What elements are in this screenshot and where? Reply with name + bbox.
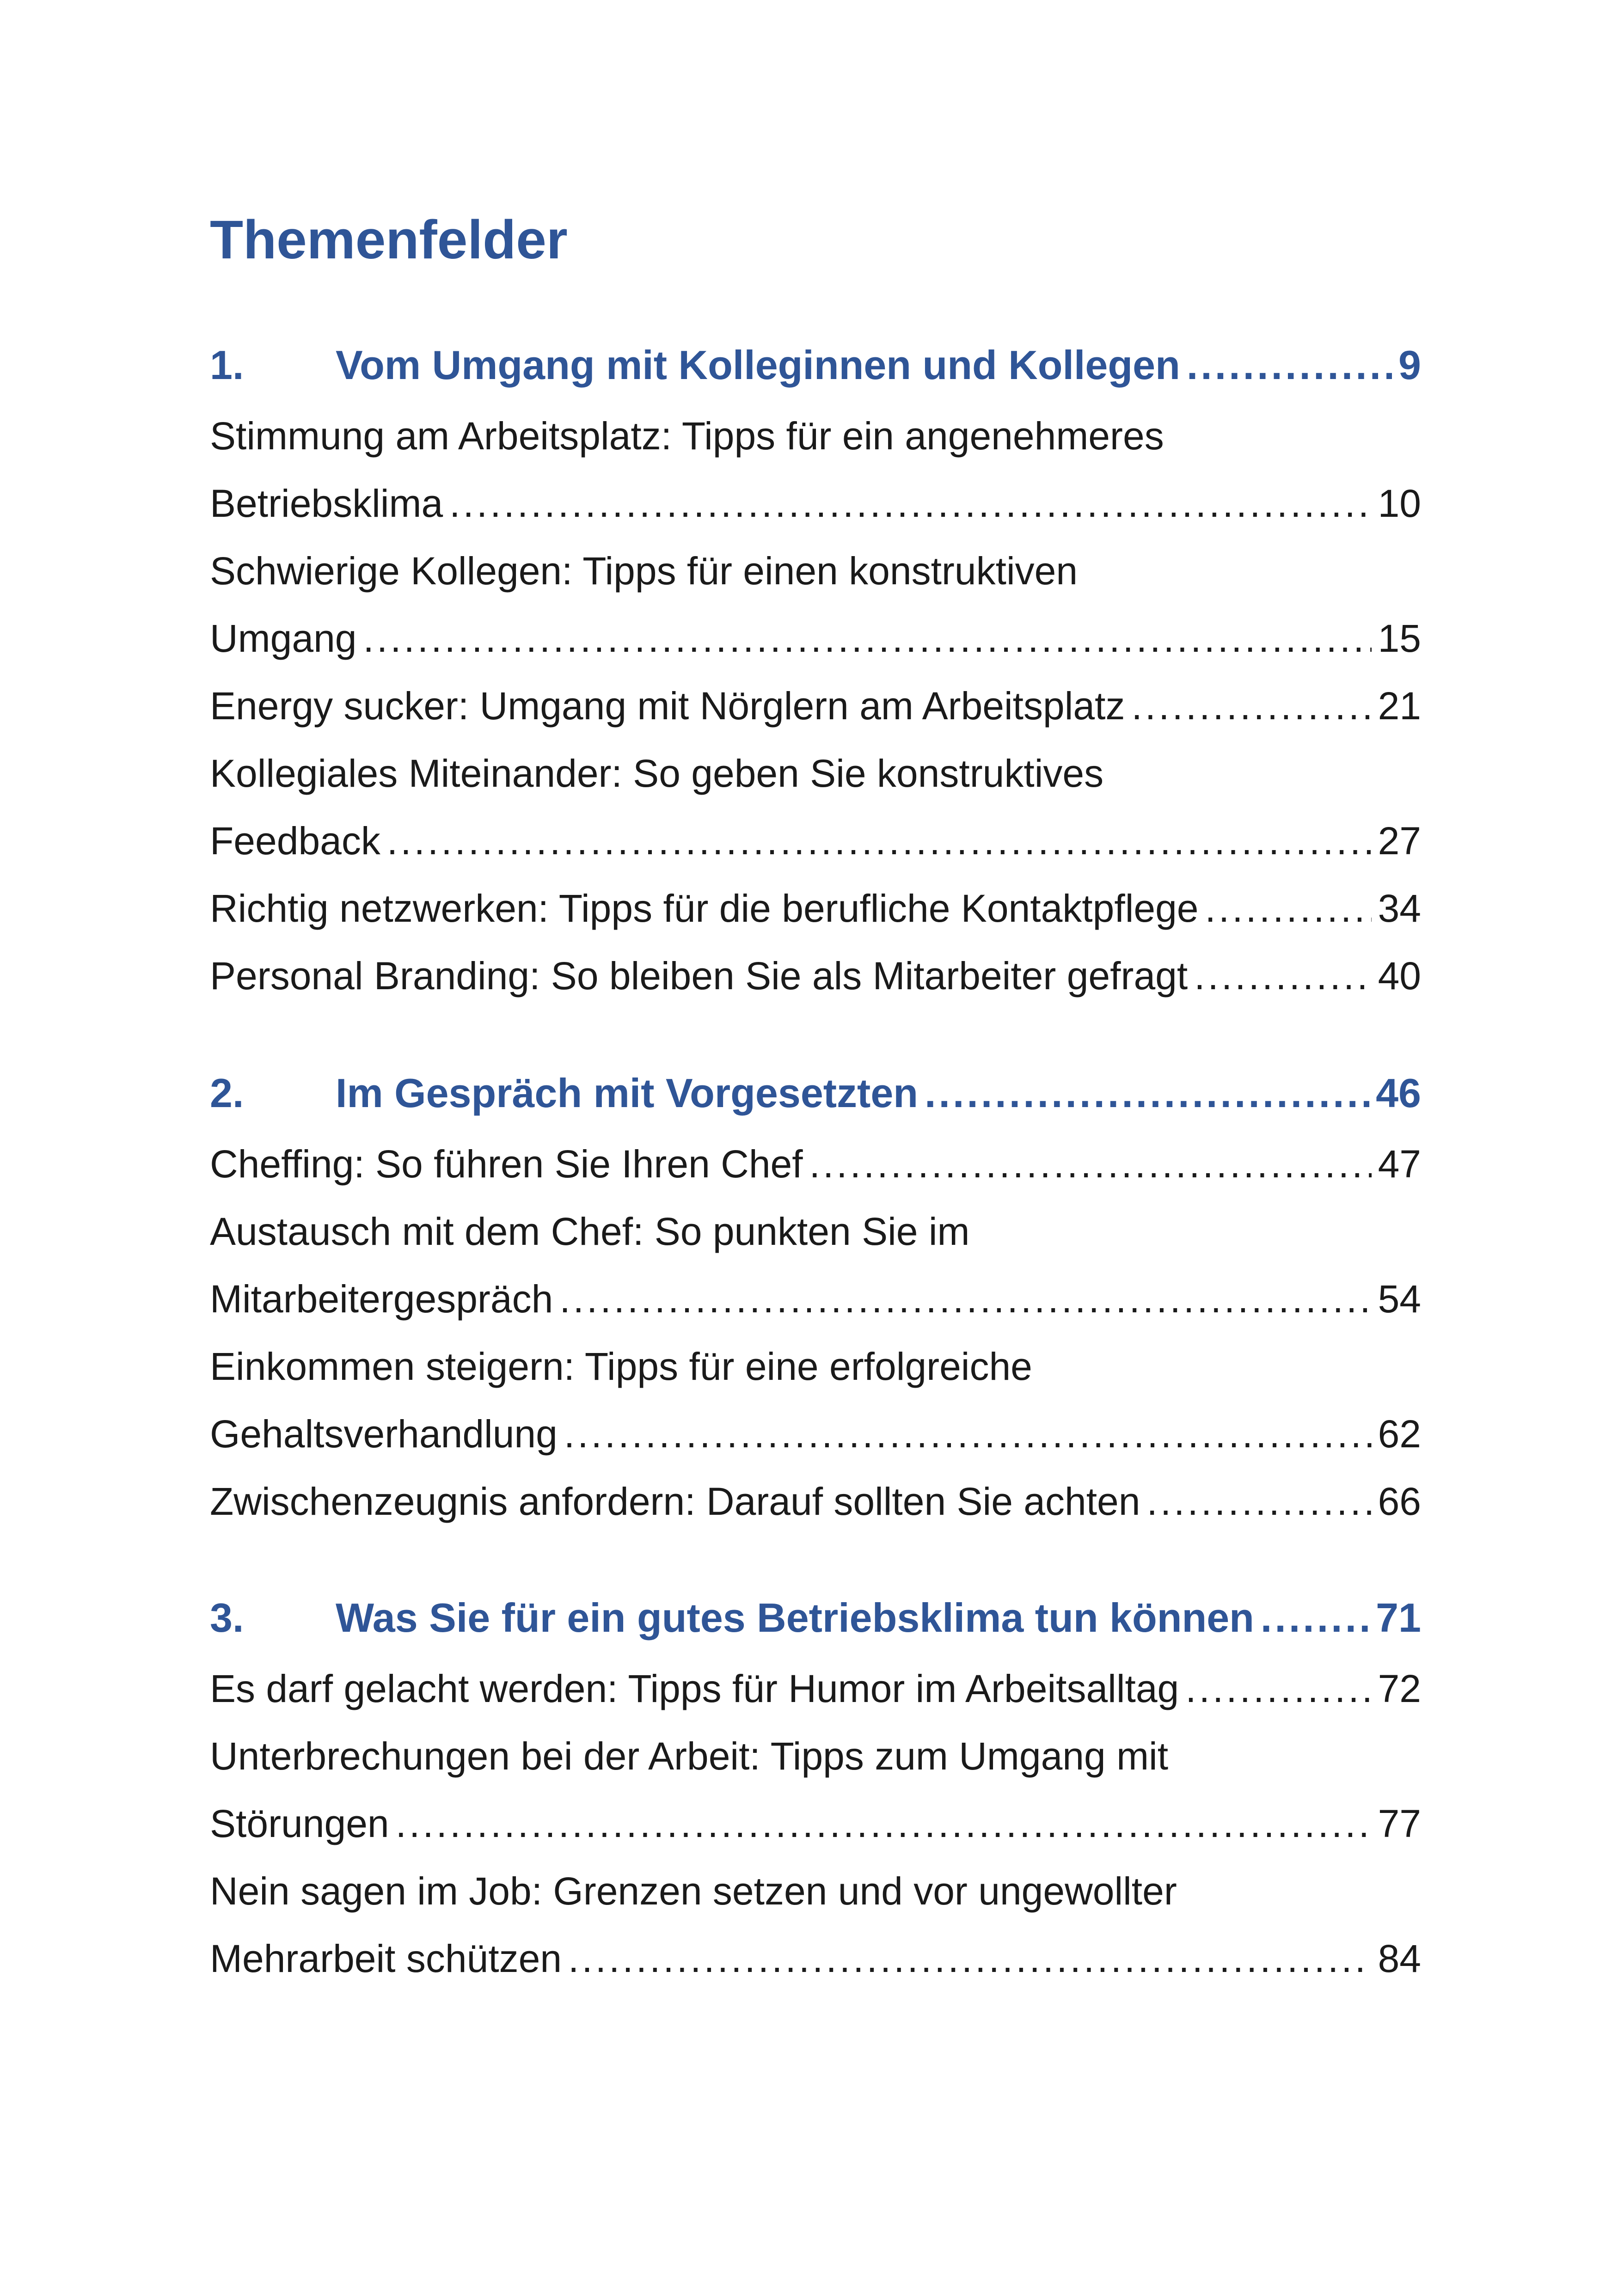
toc-entry-line (210, 740, 1421, 807)
page-number: 46 (1376, 1070, 1421, 1116)
toc-entry[interactable] (210, 1130, 1421, 1198)
entry-title-line: Kollegiales Miteinander: So geben Sie konstruktives (210, 752, 1104, 795)
dot-leader (387, 807, 1372, 875)
page-number: 40 (1378, 954, 1421, 998)
toc-entry-line (210, 1333, 1421, 1400)
dot-leader (1187, 328, 1392, 402)
entry-title: Störungen (210, 1802, 389, 1845)
page-number: 47 (1378, 1142, 1421, 1186)
chapter-heading[interactable] (210, 328, 1421, 402)
toc-entry-line (210, 1198, 1421, 1265)
entry-title: Mitarbeitergespräch (210, 1277, 553, 1321)
entry-title-line: Einkommen steigern: Tipps für eine erfolgreiche (210, 1345, 1032, 1388)
dot-leader (1131, 672, 1371, 740)
chapter-heading[interactable] (210, 1581, 1421, 1655)
page-number: 10 (1378, 482, 1421, 525)
page-number: 62 (1378, 1412, 1421, 1456)
entry-title-line: Unterbrechungen bei der Arbeit: Tipps zum Umgang mit (210, 1734, 1169, 1778)
page-number: 34 (1378, 887, 1421, 930)
entry-title: Es darf gelacht werden: Tipps für Humor im Arbeitsalltag (210, 1667, 1179, 1710)
toc-entry-line (210, 402, 1421, 470)
entry-title: Betriebsklima (210, 482, 443, 525)
toc-entry[interactable] (210, 1655, 1421, 1722)
entry-title: Personal Branding: So bleiben Sie als Mitarbeiter gefragt (210, 954, 1188, 998)
entry-title: Cheffing: So führen Sie Ihren Chef (210, 1142, 803, 1186)
dot-leader (396, 1790, 1372, 1857)
entry-title: Energy sucker: Umgang mit Nörglern am Arbeitsplatz (210, 684, 1125, 728)
page-number: 77 (1378, 1802, 1421, 1845)
toc-title: Themenfelder (210, 209, 568, 270)
page-number: 66 (1378, 1480, 1421, 1523)
toc-entry[interactable] (210, 470, 1421, 537)
dot-leader (449, 470, 1371, 537)
chapter-number: 2. (210, 1070, 244, 1116)
dot-leader (1205, 875, 1372, 942)
page-number: 15 (1378, 617, 1421, 660)
dot-leader (1185, 1655, 1371, 1722)
dot-leader (363, 605, 1372, 672)
toc-entry-line (210, 1857, 1421, 1925)
entry-title-line: Austausch mit dem Chef: So punkten Sie im (210, 1210, 970, 1253)
toc-entry[interactable] (210, 1265, 1421, 1333)
toc-entry[interactable] (210, 672, 1421, 740)
toc-entry[interactable] (210, 1468, 1421, 1535)
dot-leader (925, 1056, 1369, 1130)
chapter-1 (210, 328, 1421, 1010)
entry-title-line: Schwierige Kollegen: Tipps für einen konstruktiven (210, 549, 1078, 593)
chapter-title: Was Sie für ein gutes Betriebsklima tun können (336, 1595, 1254, 1641)
toc-entry[interactable] (210, 605, 1421, 672)
toc-entry[interactable] (210, 807, 1421, 875)
dot-leader (809, 1130, 1372, 1198)
entry-title: Feedback (210, 819, 380, 863)
toc-entry[interactable] (210, 942, 1421, 1010)
page-number: 72 (1378, 1667, 1421, 1710)
entry-title: Zwischenzeugnis anfordern: Darauf sollten Sie achten (210, 1480, 1140, 1523)
dot-leader (1146, 1468, 1371, 1535)
entry-title: Umgang (210, 617, 357, 660)
page-number: 84 (1378, 1937, 1421, 1980)
dot-leader (1261, 1581, 1369, 1655)
toc-entry[interactable] (210, 875, 1421, 942)
toc-entry[interactable] (210, 1790, 1421, 1857)
entry-title-line: Stimmung am Arbeitsplatz: Tipps für ein angenehmeres (210, 414, 1164, 458)
page-number: 54 (1378, 1277, 1421, 1321)
chapter-heading[interactable] (210, 1056, 1421, 1130)
dot-leader (1194, 942, 1371, 1010)
page-number: 21 (1378, 684, 1421, 728)
chapter-number: 1. (210, 342, 244, 388)
toc-entry-line (210, 1722, 1421, 1790)
page-number: 27 (1378, 819, 1421, 863)
page-number: 71 (1376, 1595, 1421, 1641)
toc-entry[interactable] (210, 1400, 1421, 1468)
dot-leader (559, 1265, 1371, 1333)
toc-entry[interactable] (210, 1925, 1421, 1992)
chapter-number: 3. (210, 1595, 244, 1641)
chapter-2 (210, 1056, 1421, 1535)
toc-entry-line (210, 537, 1421, 605)
chapter-3 (210, 1581, 1421, 1992)
chapter-title: Vom Umgang mit Kolleginnen und Kollegen (336, 342, 1180, 388)
dot-leader (568, 1925, 1372, 1992)
chapter-title: Im Gespräch mit Vorgesetzten (336, 1070, 919, 1116)
dot-leader (564, 1400, 1372, 1468)
entry-title-line: Nein sagen im Job: Grenzen setzen und vor ungewollter (210, 1869, 1177, 1913)
entry-title: Mehrarbeit schützen (210, 1937, 562, 1980)
page-number: 9 (1398, 342, 1421, 388)
entry-title: Richtig netzwerken: Tipps für die berufliche Kontaktpflege (210, 887, 1199, 930)
entry-title: Gehaltsverhandlung (210, 1412, 558, 1456)
